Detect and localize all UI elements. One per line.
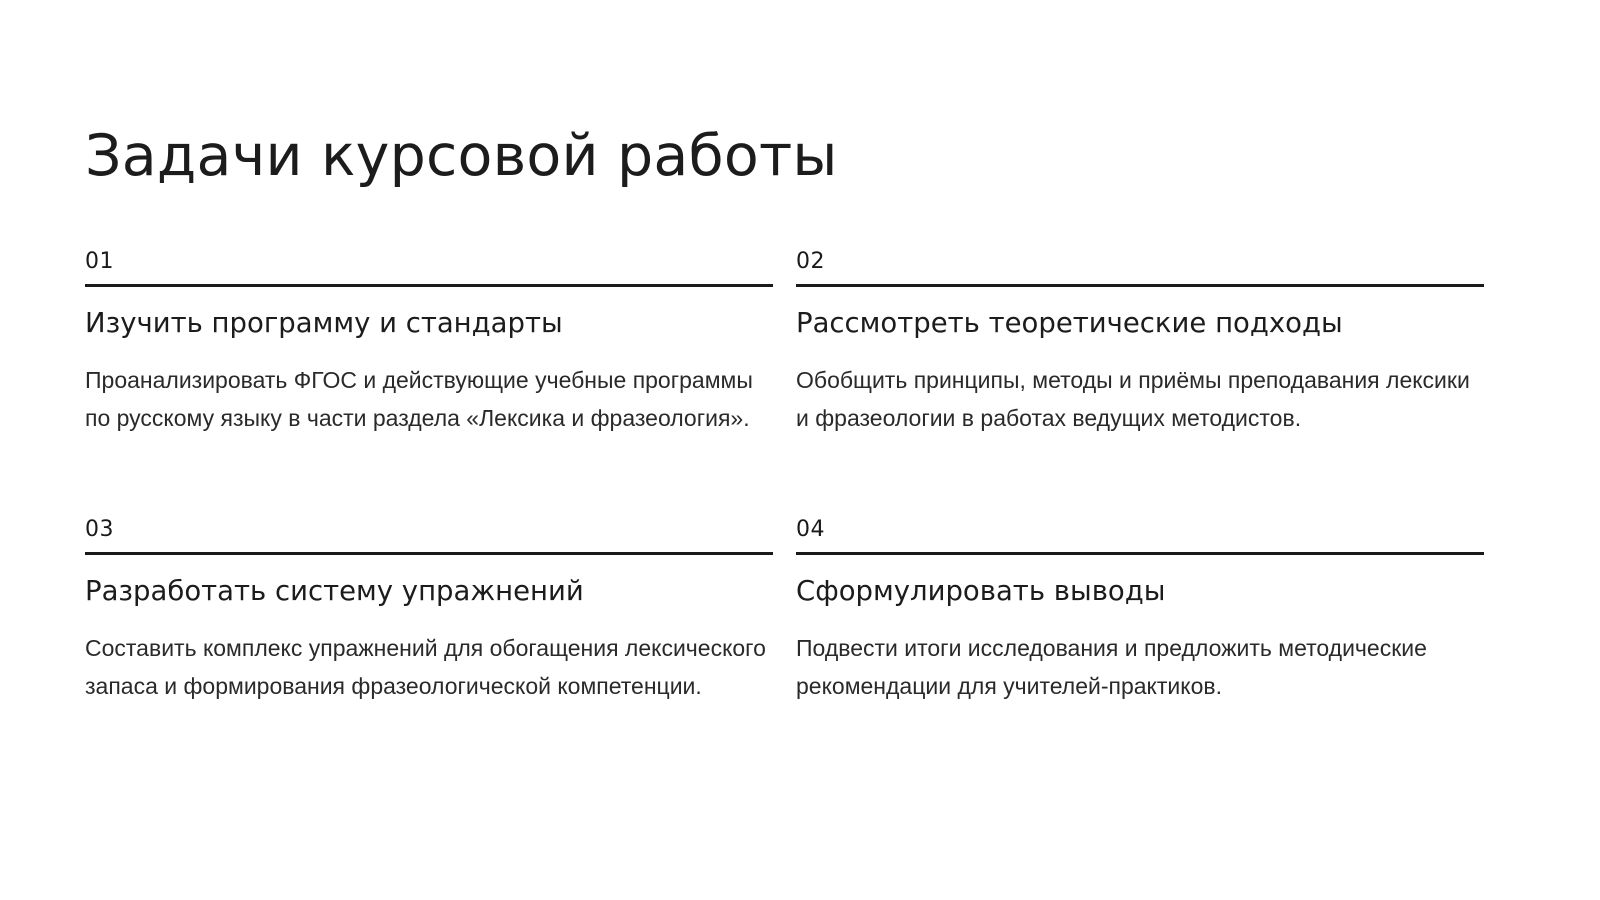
task-card-04	[796, 515, 1484, 755]
task-heading: Рассмотреть теоретические подходы	[796, 307, 1343, 339]
task-heading: Изучить программу и стандарты	[85, 307, 563, 339]
task-description: Проанализировать ФГОС и действующие учебные программы по русскому языку в части раздела «Лексика и фразеология».	[85, 367, 753, 431]
page-title: Задачи курсовой работы	[85, 123, 838, 189]
task-number: 01	[85, 247, 773, 287]
task-card-03	[85, 515, 773, 755]
task-heading: Сформулировать выводы	[796, 575, 1166, 607]
task-heading: Разработать систему упражнений	[85, 575, 584, 607]
task-description: Подвести итоги исследования и предложить методические рекомендации для учителей-практиков.	[796, 635, 1427, 699]
task-description: Составить комплекс упражнений для обогащения лексического запаса и формирования фразеологической компетенции.	[85, 635, 766, 699]
tasks-grid	[85, 247, 1483, 755]
task-number: 02	[796, 247, 1484, 287]
task-card-01	[85, 247, 773, 515]
task-number: 03	[85, 515, 773, 555]
task-number: 04	[796, 515, 1484, 555]
task-description: Обобщить принципы, методы и приёмы преподавания лексики и фразеологии в работах ведущих методистов.	[796, 367, 1470, 431]
task-card-02	[796, 247, 1484, 515]
